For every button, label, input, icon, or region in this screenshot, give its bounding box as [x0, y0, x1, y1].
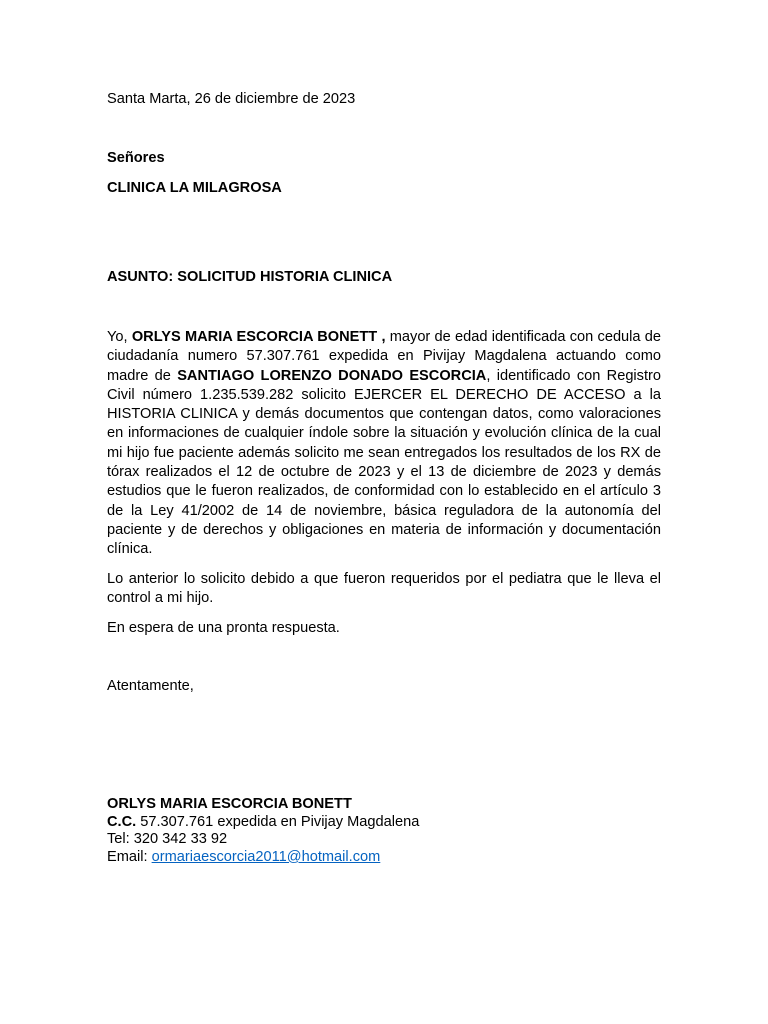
addressee-salutation: Señores: [107, 150, 165, 166]
body-paragraph-3: En espera de una pronta respuesta.: [107, 620, 340, 636]
paragraph-1-intro: Yo,: [107, 329, 132, 345]
requester-name: ORLYS MARIA ESCORCIA BONETT ,: [131, 329, 386, 345]
email-label: Email:: [107, 848, 152, 865]
body-paragraph-1: [107, 328, 661, 560]
paragraph-1-text-a: mayor de edad identificada con cedula de ciudadanía numero 57.307.761 expedida en Pivijay Magdalena actuando como madre de: [107, 329, 661, 384]
body-paragraph-2: Lo anterior lo solicito debido a que fueron requeridos por el pediatra que le lleva el control a mi hijo.: [107, 571, 661, 607]
closing: Atentamente,: [107, 678, 194, 694]
cc-value: 57.307.761 expedida en Pivijay Magdalena: [136, 813, 420, 830]
place-date: Santa Marta, 26 de diciembre de 2023: [107, 91, 356, 107]
signature-name: ORLYS MARIA ESCORCIA BONETT: [107, 796, 352, 812]
signature-email: [107, 849, 661, 867]
cc-label: C.C.: [107, 813, 137, 830]
subject-line: ASUNTO: SOLICITUD HISTORIA CLINICA: [107, 269, 393, 285]
signature-block: [107, 796, 661, 866]
addressee-name: CLINICA LA MILAGROSA: [107, 180, 282, 196]
signature-tel: Tel: 320 342 33 92: [107, 831, 228, 848]
email-link[interactable]: ormariaescorcia2011@hotmail.com: [151, 848, 381, 865]
child-name: SANTIAGO LORENZO DONADO ESCORCIA: [177, 367, 487, 384]
paragraph-1-text-b: , identificado con Registro Civil número 1.235.539.282 solicito EJERCER EL DERECHO DE ACCESO a la HISTORIA CLINICA y demás documentos que contengan datos, como valoraciones en informaciones de cualquier índole sobre la situación y evolución clínica de la cual mi hijo fue paciente además solicito me sean entregados los resultados de los RX de tórax realizados el 12 de octubre de 2023 y el 13 de diciembre de 2023 y demás estudios que le fueron realizados, de conformidad con lo establecido en el artículo 3 de la Ley 41/2002 de 14 de noviembre, básica reguladora de la autonomía del paciente y de derechos y obligaciones en materia de información y documentación clínica.: [107, 367, 662, 558]
signature-cc: [107, 814, 661, 832]
